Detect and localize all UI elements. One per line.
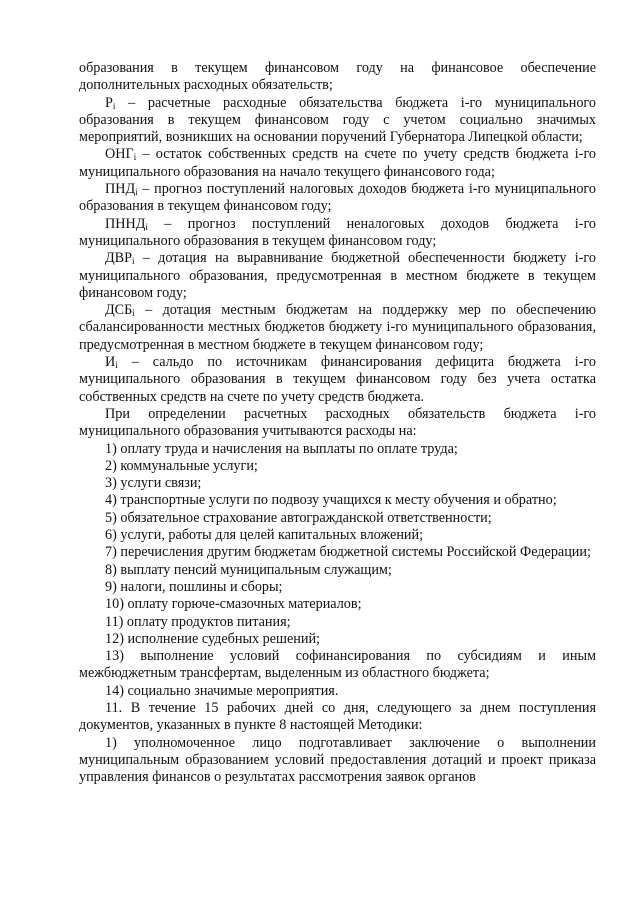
paragraph-p15: [79, 544, 596, 561]
paragraph-text: 4) транспортные услуги по подвозу учащихся к месту обучения и обратно;: [105, 492, 557, 509]
paragraph-text: 2) коммунальные услуги;: [105, 457, 258, 474]
paragraph-p11: [79, 475, 596, 492]
paragraph-p10: [79, 458, 596, 475]
paragraph-p13: [79, 510, 596, 527]
paragraph-p20: [79, 631, 596, 648]
subscript-index: i: [145, 221, 148, 232]
subscript-index: i: [132, 308, 135, 319]
paragraph-p23: [79, 700, 596, 735]
paragraph-text: 11) оплату продуктов питания;: [105, 613, 291, 630]
paragraph-p12: [79, 492, 596, 509]
paragraph-text: ДСБ: [105, 302, 133, 319]
paragraph-text: 3) услуги связи;: [105, 475, 202, 492]
paragraph-text: P: [105, 94, 113, 111]
paragraph-p3: [79, 181, 596, 216]
paragraph-p1: [79, 95, 596, 147]
paragraph-text: 1) уполномоченное лицо подготавливает заключение о выполнении муниципальным образованием условий предоставления дотаций и проект приказа управления финансов о результатах рассмотрения заявок органов: [79, 734, 596, 786]
paragraph-text: ДВР: [105, 250, 133, 267]
paragraph-text: ОНГ: [105, 146, 134, 163]
paragraph-text: – расчетные расходные обязательства бюджета i-го муниципального образования в текущем финансовом году с учетом социально значимых мероприятий, возникших на основании поручений Губернатора Липецкой области;: [79, 94, 596, 146]
subscript-index: i: [115, 360, 118, 371]
subscript-index: i: [112, 100, 116, 111]
subscript-index: i: [132, 256, 135, 267]
paragraph-text: При определении расчетных расходных обязательств бюджета i-го муниципального образования учитываются расходы на:: [79, 405, 596, 440]
paragraph-p4: [79, 216, 596, 251]
paragraph-text: – прогноз поступлений налоговых доходов бюджета i-го муниципального образования в текущем финансовом году;: [79, 181, 596, 215]
paragraph-p6: [79, 302, 596, 354]
paragraph-text: ПНД: [105, 181, 136, 198]
paragraph-p21: [79, 648, 596, 683]
paragraph-text: – прогноз поступлений неналоговых доходов бюджета i-го муниципального образования в текущем финансовом году;: [79, 215, 596, 249]
paragraph-text: 10) оплату горюче-смазочных материалов;: [105, 596, 362, 613]
paragraph-text: 8) выплату пенсий муниципальным служащим;: [105, 561, 392, 578]
paragraph-p22: [79, 683, 596, 700]
paragraph-p7: [79, 354, 596, 406]
paragraph-text: 9) налоги, пошлины и сборы;: [105, 578, 283, 595]
paragraph-text: 13) выполнение условий софинансирования по субсидиям и иным межбюджетным трансфертам, выделенным из областного бюджета;: [79, 648, 596, 682]
paragraph-p9: [79, 441, 596, 458]
paragraph-text: – сальдо по источникам финансирования дефицита бюджета i-го муниципального образования в текущем финансовом году без учета остатка собственных средств на счете по учету средств бюджета.: [79, 354, 596, 405]
paragraph-text: – остаток собственных средств на счете по учету средств бюджета i-го муниципального образования на начало текущего финансового года;: [79, 146, 596, 180]
paragraph-text: ПННД: [105, 215, 146, 232]
paragraph-p0: [79, 60, 596, 95]
paragraph-text: И: [105, 354, 116, 371]
paragraph-p17: [79, 579, 596, 596]
paragraph-text: 14) социально значимые мероприятия.: [105, 682, 339, 699]
subscript-index: i: [133, 152, 137, 163]
paragraph-text: – дотация на выравнивание бюджетной обеспеченности бюджету i-го муниципального образования, предусмотренная в местном бюджете в текущем финансовом году;: [79, 250, 596, 301]
paragraph-text: 6) услуги, работы для целей капитальных вложений;: [105, 527, 424, 544]
paragraph-text: 5) обязательное страхование автогражданской ответственности;: [105, 509, 492, 526]
paragraph-text: 1) оплату труда и начисления на выплаты по оплате труда;: [105, 440, 458, 457]
subscript-index: i: [135, 187, 138, 198]
paragraph-p2: [79, 146, 596, 181]
paragraph-p19: [79, 614, 596, 631]
paragraph-p5: [79, 250, 596, 302]
paragraph-p18: [79, 596, 596, 613]
paragraph-p14: [79, 527, 596, 544]
paragraph-text: образования в текущем финансовом году на финансовое обеспечение дополнительных расходных обязательств;: [79, 60, 596, 94]
paragraph-text: – дотация местным бюджетам на поддержку мер по обеспечению сбалансированности местных бюджетов бюджету i-го муниципального образования, предусмотренная в местном бюджете в текущем финансовом году;: [79, 302, 596, 353]
paragraph-p24: [79, 735, 596, 787]
paragraph-p8: [79, 406, 596, 441]
paragraph-text: 12) исполнение судебных решений;: [105, 630, 320, 647]
document-page: [79, 60, 596, 786]
paragraph-p16: [79, 562, 596, 579]
paragraph-text: 11. В течение 15 рабочих дней со дня, следующего за днем поступления документов, указанных в пункте 8 настоящей Методики:: [79, 699, 596, 734]
paragraph-text: 7) перечисления другим бюджетам бюджетной системы Российской Федерации;: [105, 544, 591, 561]
